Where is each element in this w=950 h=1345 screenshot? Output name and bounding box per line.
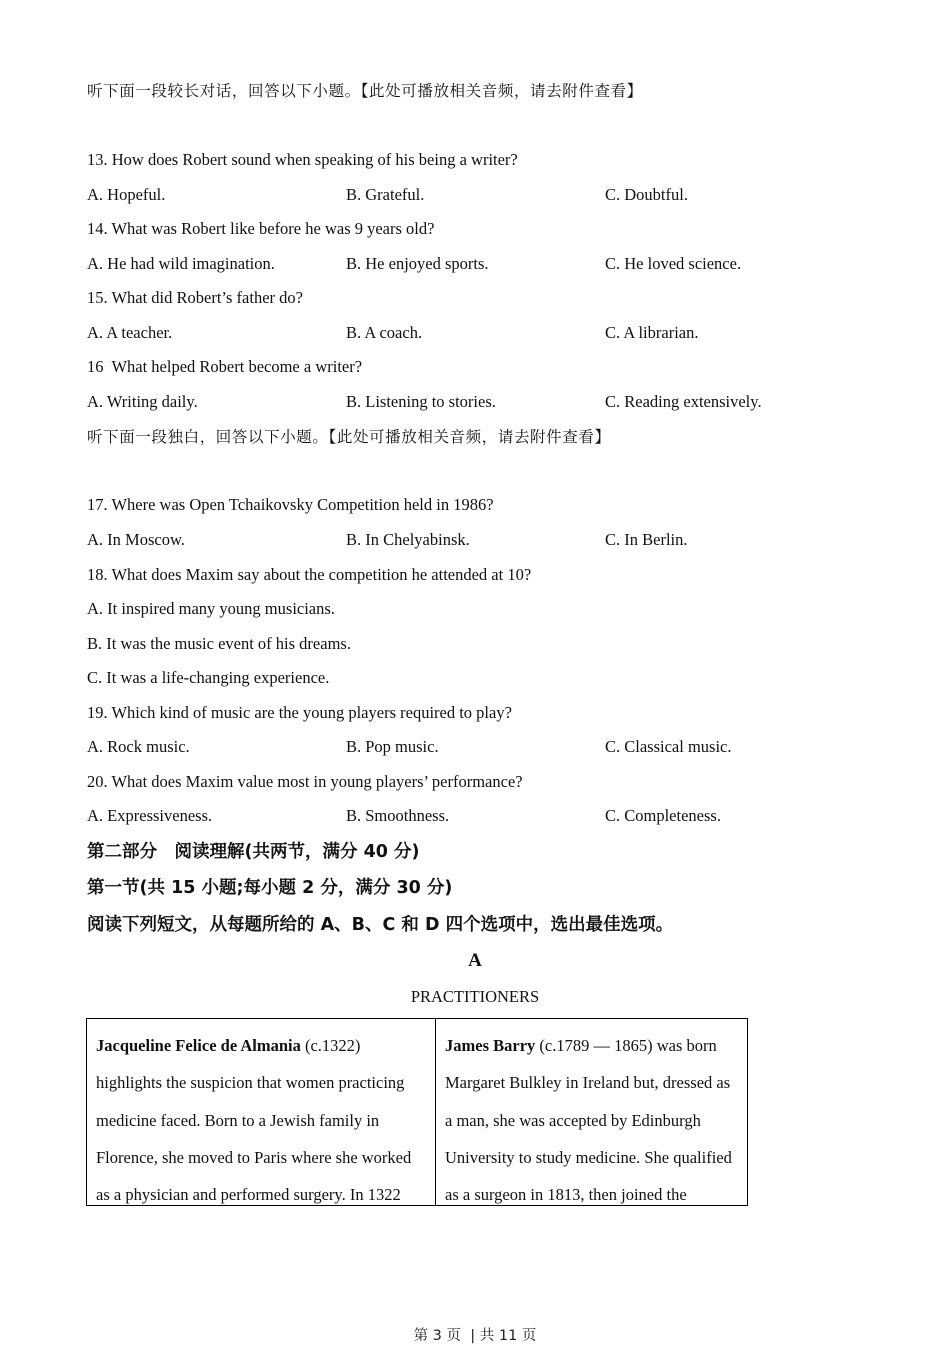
question-19-option-a: A. Rock music. [87, 737, 190, 756]
passage-letter: A [468, 950, 482, 971]
table-right-line: University to study medicine. She qualified [445, 1147, 732, 1167]
question-13-option-b: B. Grateful. [346, 185, 425, 204]
question-17-option-b: B. In Chelyabinsk. [346, 530, 470, 549]
question-13-option-c: C. Doubtful. [605, 185, 688, 204]
question-15-stem: 15. What did Robert’s father do? [87, 288, 303, 307]
question-15-option-c: C. A librarian. [605, 323, 699, 342]
question-14-option-c: C. He loved science. [605, 254, 742, 273]
passage-title: PRACTITIONERS [410, 987, 540, 1006]
table-cell-right [436, 1019, 747, 1205]
practitioners-table [86, 1018, 748, 1206]
question-16-option-c: C. Reading extensively. [605, 392, 762, 411]
question-16-option-b: B. Listening to stories. [346, 392, 496, 411]
question-20-option-a: A. Expressiveness. [87, 806, 213, 825]
practitioner-name: Jacqueline Felice de Almania [96, 1036, 301, 1055]
table-cell-left [87, 1019, 436, 1205]
question-20-stem: 20. What does Maxim value most in young players’ performance? [87, 772, 523, 791]
reading-instructions: 阅读下列短文，从每题所给的 A、B、C 和 D 四个选项中，选出最佳选项。 [87, 915, 674, 935]
question-19-option-b: B. Pop music. [346, 737, 439, 756]
question-14-option-a: A. He had wild imagination. [87, 254, 275, 273]
table-right-first-line [445, 1027, 738, 1064]
practitioner-date: (c.1789 — 1865) was born [535, 1036, 717, 1055]
table-left-line: Florence, she moved to Paris where she worked [96, 1147, 412, 1167]
table-left-line: as a physician and performed surgery. In 1322 [96, 1185, 401, 1205]
question-19-stem: 19. Which kind of music are the young players required to play? [87, 703, 512, 722]
question-18-option-b: B. It was the music event of his dreams. [87, 634, 351, 653]
practitioner-date: (c.1322) [300, 1036, 361, 1055]
question-20-option-b: B. Smoothness. [346, 806, 450, 825]
page-footer: 第 3 页 | 共 11 页 [413, 1328, 537, 1344]
question-13-option-a: A. Hopeful. [87, 185, 166, 204]
part-two-heading: 第二部分 阅读理解(共两节，满分 40 分) [87, 842, 420, 862]
table-left-first-line [96, 1027, 426, 1064]
table-right-line: Margaret Bulkley in Ireland but, dressed as [445, 1073, 731, 1093]
question-14-stem: 14. What was Robert like before he was 9 years old? [87, 219, 435, 238]
question-18-option-a: A. It inspired many young musicians. [87, 599, 335, 618]
table-right-line: as a surgeon in 1813, then joined the [445, 1185, 687, 1205]
question-20-option-c: C. Completeness. [605, 806, 721, 825]
question-15-option-a: A. A teacher. [87, 323, 173, 342]
listening-instruction-dialogue: 听下面一段较长对话，回答以下小题。【此处可播放相关音频，请去附件查看】 [87, 82, 643, 100]
question-18-option-c: C. It was a life-changing experience. [87, 668, 330, 687]
practitioner-name: James Barry [445, 1036, 536, 1055]
table-right-line: a man, she was accepted by Edinburgh [445, 1110, 701, 1130]
question-17-option-a: A. In Moscow. [87, 530, 185, 549]
table-left-line: medicine faced. Born to a Jewish family in [96, 1110, 380, 1130]
question-16-option-a: A. Writing daily. [87, 392, 198, 411]
table-left-line: highlights the suspicion that women practicing [96, 1073, 405, 1093]
question-17-option-c: C. In Berlin. [605, 530, 688, 549]
question-17-stem: 17. Where was Open Tchaikovsky Competition held in 1986? [87, 495, 494, 514]
question-14-option-b: B. He enjoyed sports. [346, 254, 489, 273]
question-15-option-b: B. A coach. [346, 323, 423, 342]
question-16-stem: 16 What helped Robert become a writer? [87, 357, 363, 376]
section-one-heading: 第一节(共 15 小题;每小题 2 分，满分 30 分) [87, 878, 453, 898]
question-19-option-c: C. Classical music. [605, 737, 732, 756]
listening-instruction-monologue: 听下面一段独白，回答以下小题。【此处可播放相关音频，请去附件查看】 [87, 428, 611, 446]
question-13-stem: 13. How does Robert sound when speaking of his being a writer? [87, 150, 518, 169]
question-18-stem: 18. What does Maxim say about the competition he attended at 10? [87, 565, 532, 584]
